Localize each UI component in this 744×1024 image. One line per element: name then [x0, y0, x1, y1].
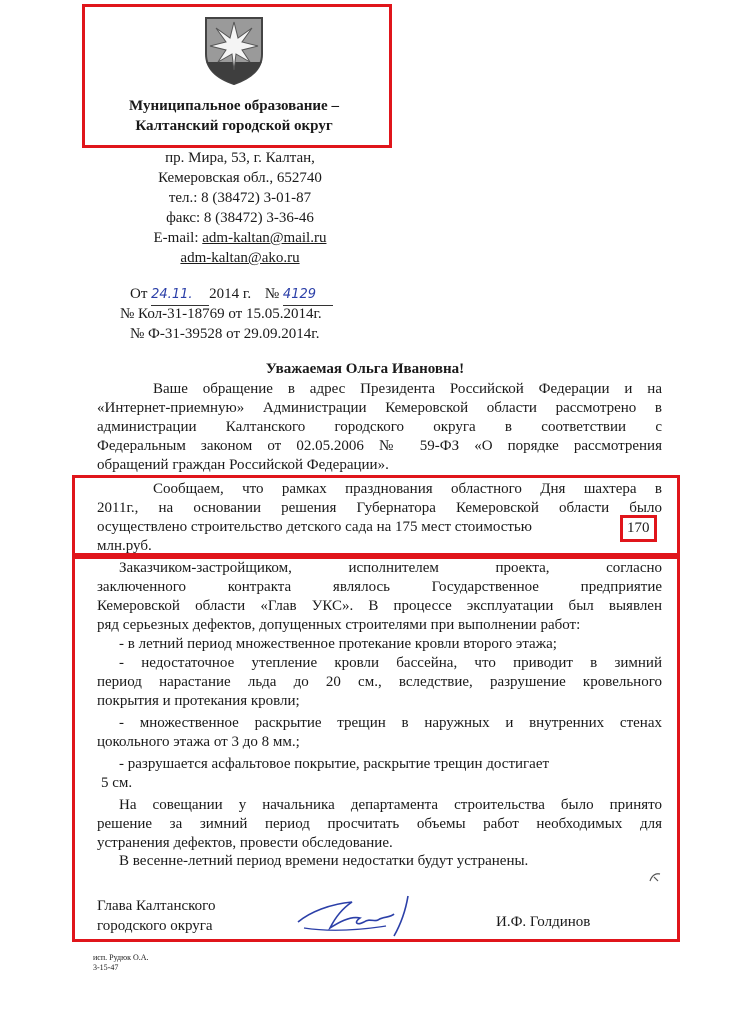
number-label: № — [264, 286, 280, 302]
list-item: - недостаточное утепление кровли бассейна, что приводит в зимний — [119, 655, 662, 671]
handwritten-signature — [290, 892, 440, 938]
phone-line: тел.: 8 (38472) 3-01-87 — [168, 190, 312, 206]
text-line: На совещании у начальника департамента строительства было принято — [119, 797, 662, 813]
scan-mark — [648, 870, 662, 882]
text-line: Кемеровской области «Глав УКС». В процессе эксплуатации был выявлен — [97, 598, 662, 614]
address-line: пр. Мира, 53, г. Калтан, — [165, 150, 315, 166]
text-line: заключенного контракта являлось Государственное предприятие — [97, 579, 662, 595]
address-line: Кемеровская обл., 652740 — [158, 170, 322, 186]
year: 2014 г. — [209, 286, 252, 302]
text-line: Федеральным законом от 02.05.2006 № 59-ФЗ «О порядке рассмотрения — [97, 438, 662, 454]
text-line: 2011г., на основании решения Губернатора Кемеровской области было — [97, 500, 662, 516]
text-line: 5 см. — [101, 775, 133, 791]
text-line: покрытия и протекания кровли; — [97, 693, 300, 709]
text-line: млн.руб. — [97, 538, 152, 554]
text-line: ряд серьезных дефектов, допущенных строителями при выполнении работ: — [97, 617, 581, 633]
paragraph-meeting — [97, 796, 662, 856]
list-item: - разрушается асфальтовое покрытие, раскрытие трещин достигает — [119, 756, 550, 772]
title-line: городского округа — [97, 918, 213, 934]
text-line — [97, 518, 662, 537]
handwritten-number: 4129 — [283, 285, 333, 306]
cost-amount: 170 — [620, 515, 657, 542]
outgoing-ref — [130, 284, 390, 306]
text-line: устранения дефектов, провести обследование. — [97, 835, 393, 851]
signature-title — [97, 896, 215, 936]
construction-text: осуществлено строительство детского сада на 175 мест стоимостью — [97, 519, 532, 535]
text-line: цокольного этажа от 3 до 8 мм.; — [97, 734, 300, 750]
signatory-name: И.Ф. Голдинов — [496, 914, 591, 930]
org-line-1: Муниципальное образование – — [129, 98, 339, 114]
header-highlight-box — [82, 4, 392, 148]
email-link-1[interactable]: adm-kaltan@mail.ru — [202, 230, 327, 246]
executor-phone: 3-15-47 — [93, 963, 119, 972]
text-line: «Интернет-приемную» Администрации Кемеровской области рассмотрено в — [97, 400, 662, 416]
fax-line: факс: 8 (38472) 3-36-46 — [166, 210, 314, 226]
text-line: Сообщаем, что рамках празднования областного Дня шахтера в — [153, 481, 662, 497]
text-line: администрации Калтанского городского округа в соответствии с — [97, 419, 662, 435]
email-line — [120, 228, 360, 248]
text-line: Ваше обращение в адрес Президента Российской Федерации и на — [153, 381, 662, 397]
paragraph-contractor — [97, 559, 662, 639]
paragraph-closing: В весенне-летний период времени недостатки будут устранены. — [119, 853, 529, 869]
executor-info — [93, 953, 149, 973]
reference-2: № Ф-31-39528 от 29.09.2014г. — [130, 326, 320, 342]
defects-list — [97, 635, 662, 795]
text-line: обращений граждан Российской Федерации». — [97, 457, 389, 473]
text-line: период нарастание льда до 20 см., вследствие, разрушение кровельного — [97, 674, 662, 690]
list-item: - в летний период множественное протекание кровли второго этажа; — [119, 636, 557, 652]
paragraph-construction — [97, 480, 662, 556]
from-label: От — [130, 286, 148, 302]
email-label: E-mail: — [153, 230, 199, 246]
text-line: Заказчиком-застройщиком, исполнителем проекта, согласно — [119, 560, 662, 576]
email-link-2[interactable]: adm-kaltan@ako.ru — [180, 250, 300, 266]
executor-name: исп. Рудюк О.А. — [93, 953, 149, 962]
handwritten-date: 24.11. — [151, 285, 209, 306]
greeting: Уважаемая Ольга Ивановна! — [265, 361, 465, 377]
reference-1: № Кол-31-18769 от 15.05.2014г. — [120, 306, 322, 322]
address-block — [120, 148, 360, 268]
title-line: Глава Калтанского — [97, 898, 216, 914]
org-line-2: Калтанский городской округ — [135, 118, 333, 134]
list-item: - множественное раскрытие трещин в наружных и внутренних стенах — [119, 715, 662, 731]
text-line: решение за зимний период просчитать объемы работ необходимых для — [97, 816, 662, 832]
paragraph-intro — [97, 380, 662, 475]
